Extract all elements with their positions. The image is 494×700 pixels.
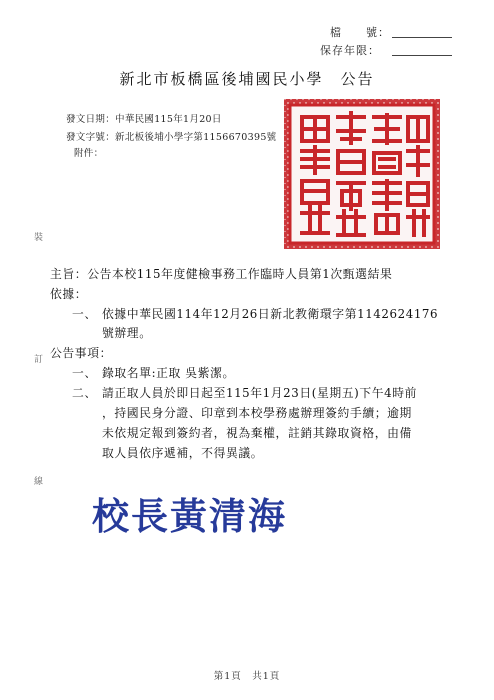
notices-label: 公告事項： [50,346,112,360]
basis-line-1: 依據中華民國114年12月26日新北教衛環字第1142624176 [102,307,439,321]
margin-mark-staple: 訂 [34,355,44,365]
notice-item-1-text: 錄取名單:正取 吳紫潔。 [102,366,235,380]
basis-item-number: 一、 [72,307,97,321]
basis-label: 依據： [50,287,88,301]
retention-period-line [392,55,452,56]
page-number: 第1頁 共1頁 [213,671,281,682]
official-seal [280,95,445,255]
notice-item-2-line-4: 取人員依序遞補，不得異議。 [102,446,264,460]
document-number-value: 新北板後埔小學字第1156670395號 [115,132,277,143]
file-number-label: 檔 號： [330,26,390,39]
subject-text: 公告本校115年度健檢事務工作臨時人員第1次甄選結果 [87,267,393,281]
attachment-label: 附件： [74,148,104,159]
notice-item-2-line-3: 未依規定報到簽約者，視為棄權，註銷其錄取資格，由備 [102,426,412,440]
notice-item-2-line-2: ，持國民身分證、印章到本校學務處辦理簽約手續；逾期 [102,406,412,420]
issue-date [66,111,222,125]
basis-line-2: 號辦理。 [102,326,152,340]
file-number-line [392,37,452,38]
notice-item-2-line-1: 請正取人員於即日起至115年1月23日(星期五)下午4時前 [102,386,418,400]
subject-label: 主旨： [50,267,88,281]
document-title: 新北市板橋區後埔國民小學 公告 [119,70,375,88]
retention-period-label: 保存年限： [320,44,380,57]
margin-mark-bind: 裝 [34,233,44,243]
subject [50,266,392,282]
notice-item-1-number: 一、 [72,366,97,380]
margin-mark-line: 線 [34,477,44,487]
notice-item-2-number: 二、 [72,386,97,400]
document-number-label: 發文字號： [66,132,116,143]
issue-date-label: 發文日期： [66,114,116,125]
issue-date-value: 中華民國115年1月20日 [115,114,222,125]
document-number [66,129,276,143]
principal-signature: 校長黃清海 [92,494,287,538]
